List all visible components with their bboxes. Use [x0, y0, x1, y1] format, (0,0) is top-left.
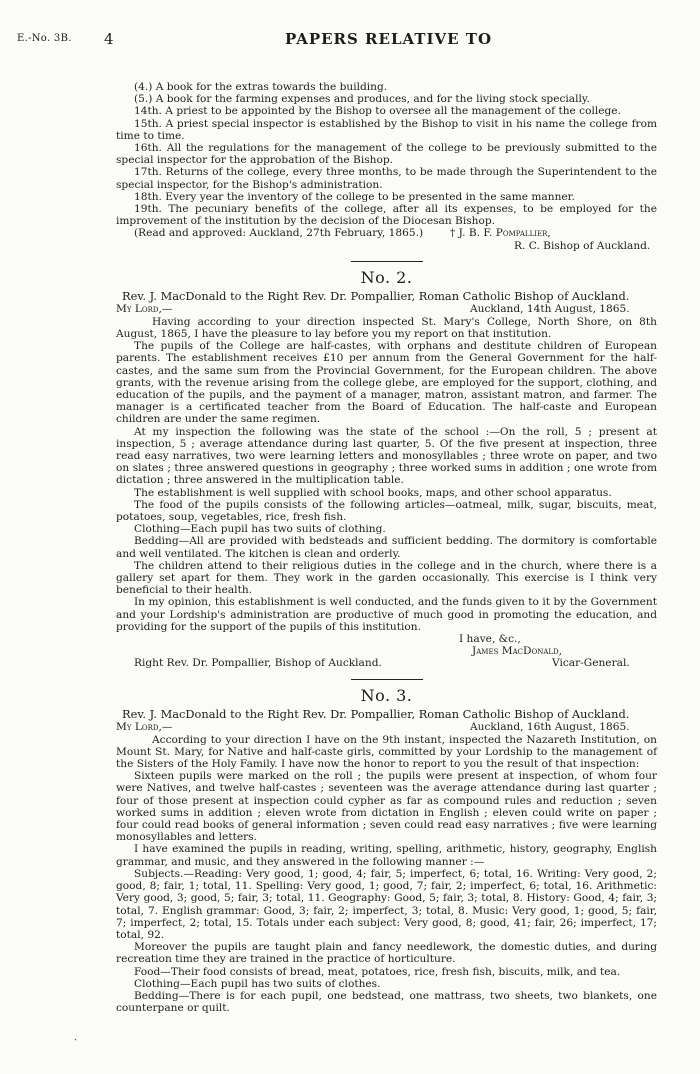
document-reference: E.-No. 3B.	[17, 33, 72, 44]
section-divider	[351, 679, 423, 680]
paragraph: Bedding—There is for each pupil, one bedstead, one mattrass, two sheets, two blankets, one counterpane or quilt.	[116, 989, 657, 1015]
bishop-signature: † J. B. F. Pompallier,	[450, 227, 551, 240]
signature-line	[116, 645, 657, 657]
paragraph: Clothing—Each pupil has two suits of clothing.	[134, 523, 386, 536]
signature-title: R. C. Bishop of Auckland.	[514, 239, 651, 252]
paragraph: 17th. Returns of the college, every three months, to be made through the Superintendent to the special inspector, for the Bishop's administration.	[116, 166, 657, 191]
letter-date: Auckland, 16th August, 1865.	[470, 720, 630, 733]
paragraph: According to your direction I have on the 9th instant, inspected the Nazareth Institution, on Mount St. Mary, for Native and half-caste girls, committed by your Lordship to the management of the Sisters of the Holy Family. I have now the honor to report to you the result of that inspection:	[116, 733, 657, 771]
margin-mark: ˏ	[74, 1030, 78, 1041]
letter-no-3	[116, 686, 657, 1015]
running-title: PAPERS RELATIVE TO	[285, 30, 493, 48]
paragraph: Clothing—Each pupil has two suits of clothes.	[134, 977, 381, 990]
approval-line	[116, 227, 657, 239]
paragraph: The pupils of the College are half-castes, with orphans and destitute children of European parents. The establishment receives £10 per annum from the General Government for the half-castes, and the same sum from the Provincial Government, for the European children. The above grants, with the revenue arising from the college glebe, are employed for the support, clothing, and education of the pupils, and the payment of a manager, matron, assistant matron, and farmer. The manager is a certificated teacher from the Board of Education. The half-caste and European children are under the same regimen.	[116, 340, 657, 426]
salutation: My Lord,—	[116, 302, 173, 315]
document-body	[116, 81, 657, 1014]
section-divider	[351, 261, 423, 262]
letter-signature: James MacDonald,	[472, 645, 563, 658]
paragraph: 16th. All the regulations for the management of the college to be previously submitted to the special inspector for the approbation of the Bishop.	[116, 142, 657, 167]
approval-note: (Read and approved: Auckland, 27th February, 1865.)	[134, 227, 424, 240]
paragraph: In my opinion, this establishment is well conducted, and the funds given to it by the Government and your Lordship's administration are productive of much good in promoting the education, and providing for the support of the pupils of this institution.	[116, 596, 657, 633]
paragraph: (4.) A book for the extras towards the building.	[134, 81, 388, 93]
paragraph: Sixteen pupils were marked on the roll ; the pupils were present at inspection, of whom four were Natives, and twelve half-castes ; seventeen was the average attendance during last quarter ; four of those present at inspection could cypher as far as compound rules and reduction ; seven worked sums in addition ; eleven wrote from dictation in English ; eleven could write on paper ; four could read books of general information ; seven could read easy narratives ; five were learning monosyllables and letters.	[116, 770, 657, 844]
letter-number: No. 2.	[360, 267, 413, 287]
paragraph: I have examined the pupils in reading, writing, spelling, arithmetic, history, geography, English grammar, and music, and they answered in the following manner :—	[116, 843, 657, 868]
letter-number: No. 3.	[360, 685, 413, 705]
paragraph: 15th. A priest special inspector is established by the Bishop to visit in his name the college from time to time.	[116, 117, 657, 142]
closing-line	[116, 633, 657, 645]
paragraph: The children attend to their religious duties in the college and in the church, where there is a gallery set apart for them. They work in the garden occasionally. This exercise is I think very beneficial to their health.	[116, 559, 657, 597]
paragraph: At my inspection the following was the state of the school :—On the roll, 5 ; present at inspection, 5 ; average attendance during last quarter, 5. Of the five present at inspection, three read easy narratives, two were learning letters and monosyllables ; three wrote on paper, and two on slates ; three answered questions in geography ; three worked sums in addition ; one wrote from dictation ; three answered in the multiplication table.	[116, 425, 657, 487]
paragraph: 19th. The pecuniary benefits of the college, after all its expenses, to be employed for the improvement of the institution by the decision of the Diocesan Bishop.	[116, 203, 657, 228]
letter-addressee: Right Rev. Dr. Pompallier, Bishop of Auckland.	[134, 657, 382, 670]
signature-title: Vicar-General.	[552, 657, 630, 670]
letter-closing: I have, &c.,	[459, 633, 521, 646]
paragraph: Having according to your direction inspected St. Mary's College, North Shore, on 8th August, 1865, I have the pleasure to lay before you my report on that institution.	[116, 315, 657, 341]
letter-heading: Rev. J. MacDonald to the Right Rev. Dr. Pompallier, Roman Catholic Bishop of Auckland.	[122, 288, 630, 303]
salutation-line	[116, 303, 657, 316]
paragraph: (5.) A book for the farming expenses and produces, and for the living stock specially.	[134, 93, 590, 106]
letter-no-2	[116, 268, 657, 670]
paragraph: The food of the pupils consists of the following articles—oatmeal, milk, sugar, biscuits, meat, potatoes, soup, vegetables, rice, fresh fish.	[116, 498, 657, 524]
salutation: My Lord,—	[116, 720, 173, 733]
page-number: 4	[104, 30, 114, 48]
paragraph: 18th. Every year the inventory of the college to be presented in the same manner.	[134, 190, 575, 203]
paragraph: The establishment is well supplied with school books, maps, and other school apparatus.	[134, 486, 612, 499]
section-rules	[116, 81, 657, 252]
paragraph: Bedding—All are provided with bedsteads and sufficient bedding. The dormitory is comfortable and well ventilated. The kitchen is clean and orderly.	[116, 535, 657, 560]
paragraph: Food—Their food consists of bread, meat, potatoes, rice, fresh fish, biscuits, milk, and tea.	[134, 965, 621, 978]
paragraph: Subjects.—Reading: Very good, 1; good, 4; fair, 5; imperfect, 6; total, 16. Writing: Very good, 2; good, 8; fair, 1; total, 11. Spelling: Very good, 1; good, 7; fair, 2; imperfect, 6; total, 16. Arithmetic: Very good, 3; good, 5; fair, 3; total, 11. Geography: Good, 5; fair, 3; total, 8. History: Good, 4; fair, 3; total, 7. English grammar: Good, 3; fair, 2; imperfect, 3; total, 8. Music: Very good, 1; good, 5; fair, 7; imperfect, 2; total, 15. Totals under each subject: Very good, 8; good, 41; fair, 26; imperfect, 17; total, 92.	[116, 867, 657, 941]
paragraph: Moreover the pupils are taught plain and fancy needlework, the domestic duties, and during recreation time they are trained in the practice of horticulture.	[116, 941, 657, 966]
paragraph: 14th. A priest to be appointed by the Bishop to oversee all the management of the college.	[134, 105, 621, 118]
signature-title-line	[116, 240, 657, 252]
addressee-line	[116, 657, 657, 669]
salutation-line	[116, 721, 657, 734]
letter-date: Auckland, 14th August, 1865.	[470, 302, 630, 315]
letter-heading: Rev. J. MacDonald to the Right Rev. Dr. Pompallier, Roman Catholic Bishop of Auckland.	[122, 706, 630, 721]
